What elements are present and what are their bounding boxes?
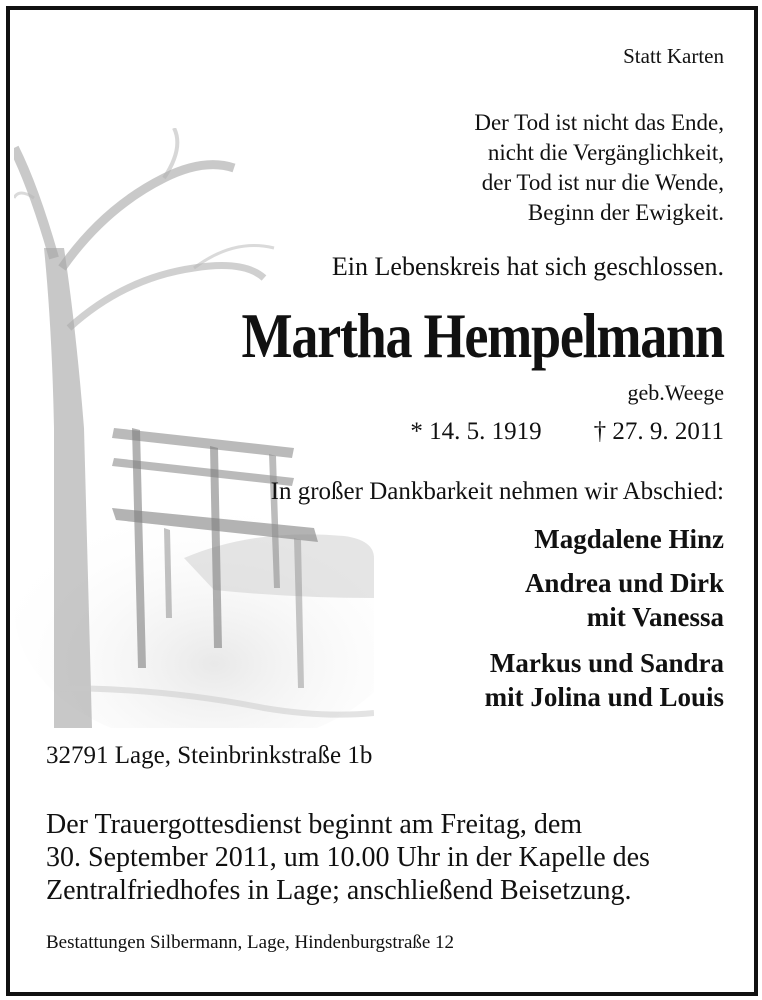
- poem-line: der Tod ist nur die Wende,: [481, 170, 724, 195]
- poem-line: Beginn der Ewigkeit.: [527, 200, 724, 225]
- tree-and-bench-drawing: [14, 128, 374, 728]
- mourner-group: [525, 566, 724, 634]
- poem-line: Der Tod ist nicht das Ende,: [474, 110, 724, 135]
- mourner-name: mit Jolina und Louis: [484, 682, 724, 712]
- birth-name: geb.Weege: [627, 380, 724, 405]
- mourner-group: [534, 522, 724, 556]
- service-line: 30. September 2011, um 10.00 Uhr in der Kapelle des: [46, 842, 650, 873]
- header-text: Statt Karten: [623, 44, 724, 68]
- funeral-home: Bestattungen Silbermann, Lage, Hindenburgstraße 12: [46, 932, 455, 953]
- service-info: [46, 808, 650, 907]
- mourner-name: Markus und Sandra: [489, 648, 724, 678]
- lebenskreis-line: Ein Lebenskreis hat sich geschlossen.: [331, 252, 724, 281]
- mourner-group: [485, 646, 724, 714]
- death-date: † 27. 9. 2011: [593, 418, 724, 445]
- mourner-name: mit Vanessa: [586, 602, 724, 632]
- service-line: Zentralfriedhofes in Lage; anschließend Beisetzung.: [46, 875, 632, 906]
- mourner-name: Andrea und Dirk: [524, 568, 724, 598]
- service-line: Der Trauergottesdienst beginnt am Freitag, dem: [46, 809, 583, 840]
- poem: [474, 108, 724, 228]
- life-dates: [410, 418, 724, 446]
- poem-line: nicht die Vergänglichkeit,: [487, 140, 724, 165]
- deceased-name: Martha Hempelmann: [241, 301, 724, 371]
- farewell-line: In großer Dankbarkeit nehmen wir Abschied:: [270, 478, 724, 505]
- birth-date: * 14. 5. 1919: [410, 418, 542, 445]
- mourner-name: Magdalene Hinz: [534, 524, 724, 554]
- address: 32791 Lage, Steinbrinkstraße 1b: [46, 742, 373, 769]
